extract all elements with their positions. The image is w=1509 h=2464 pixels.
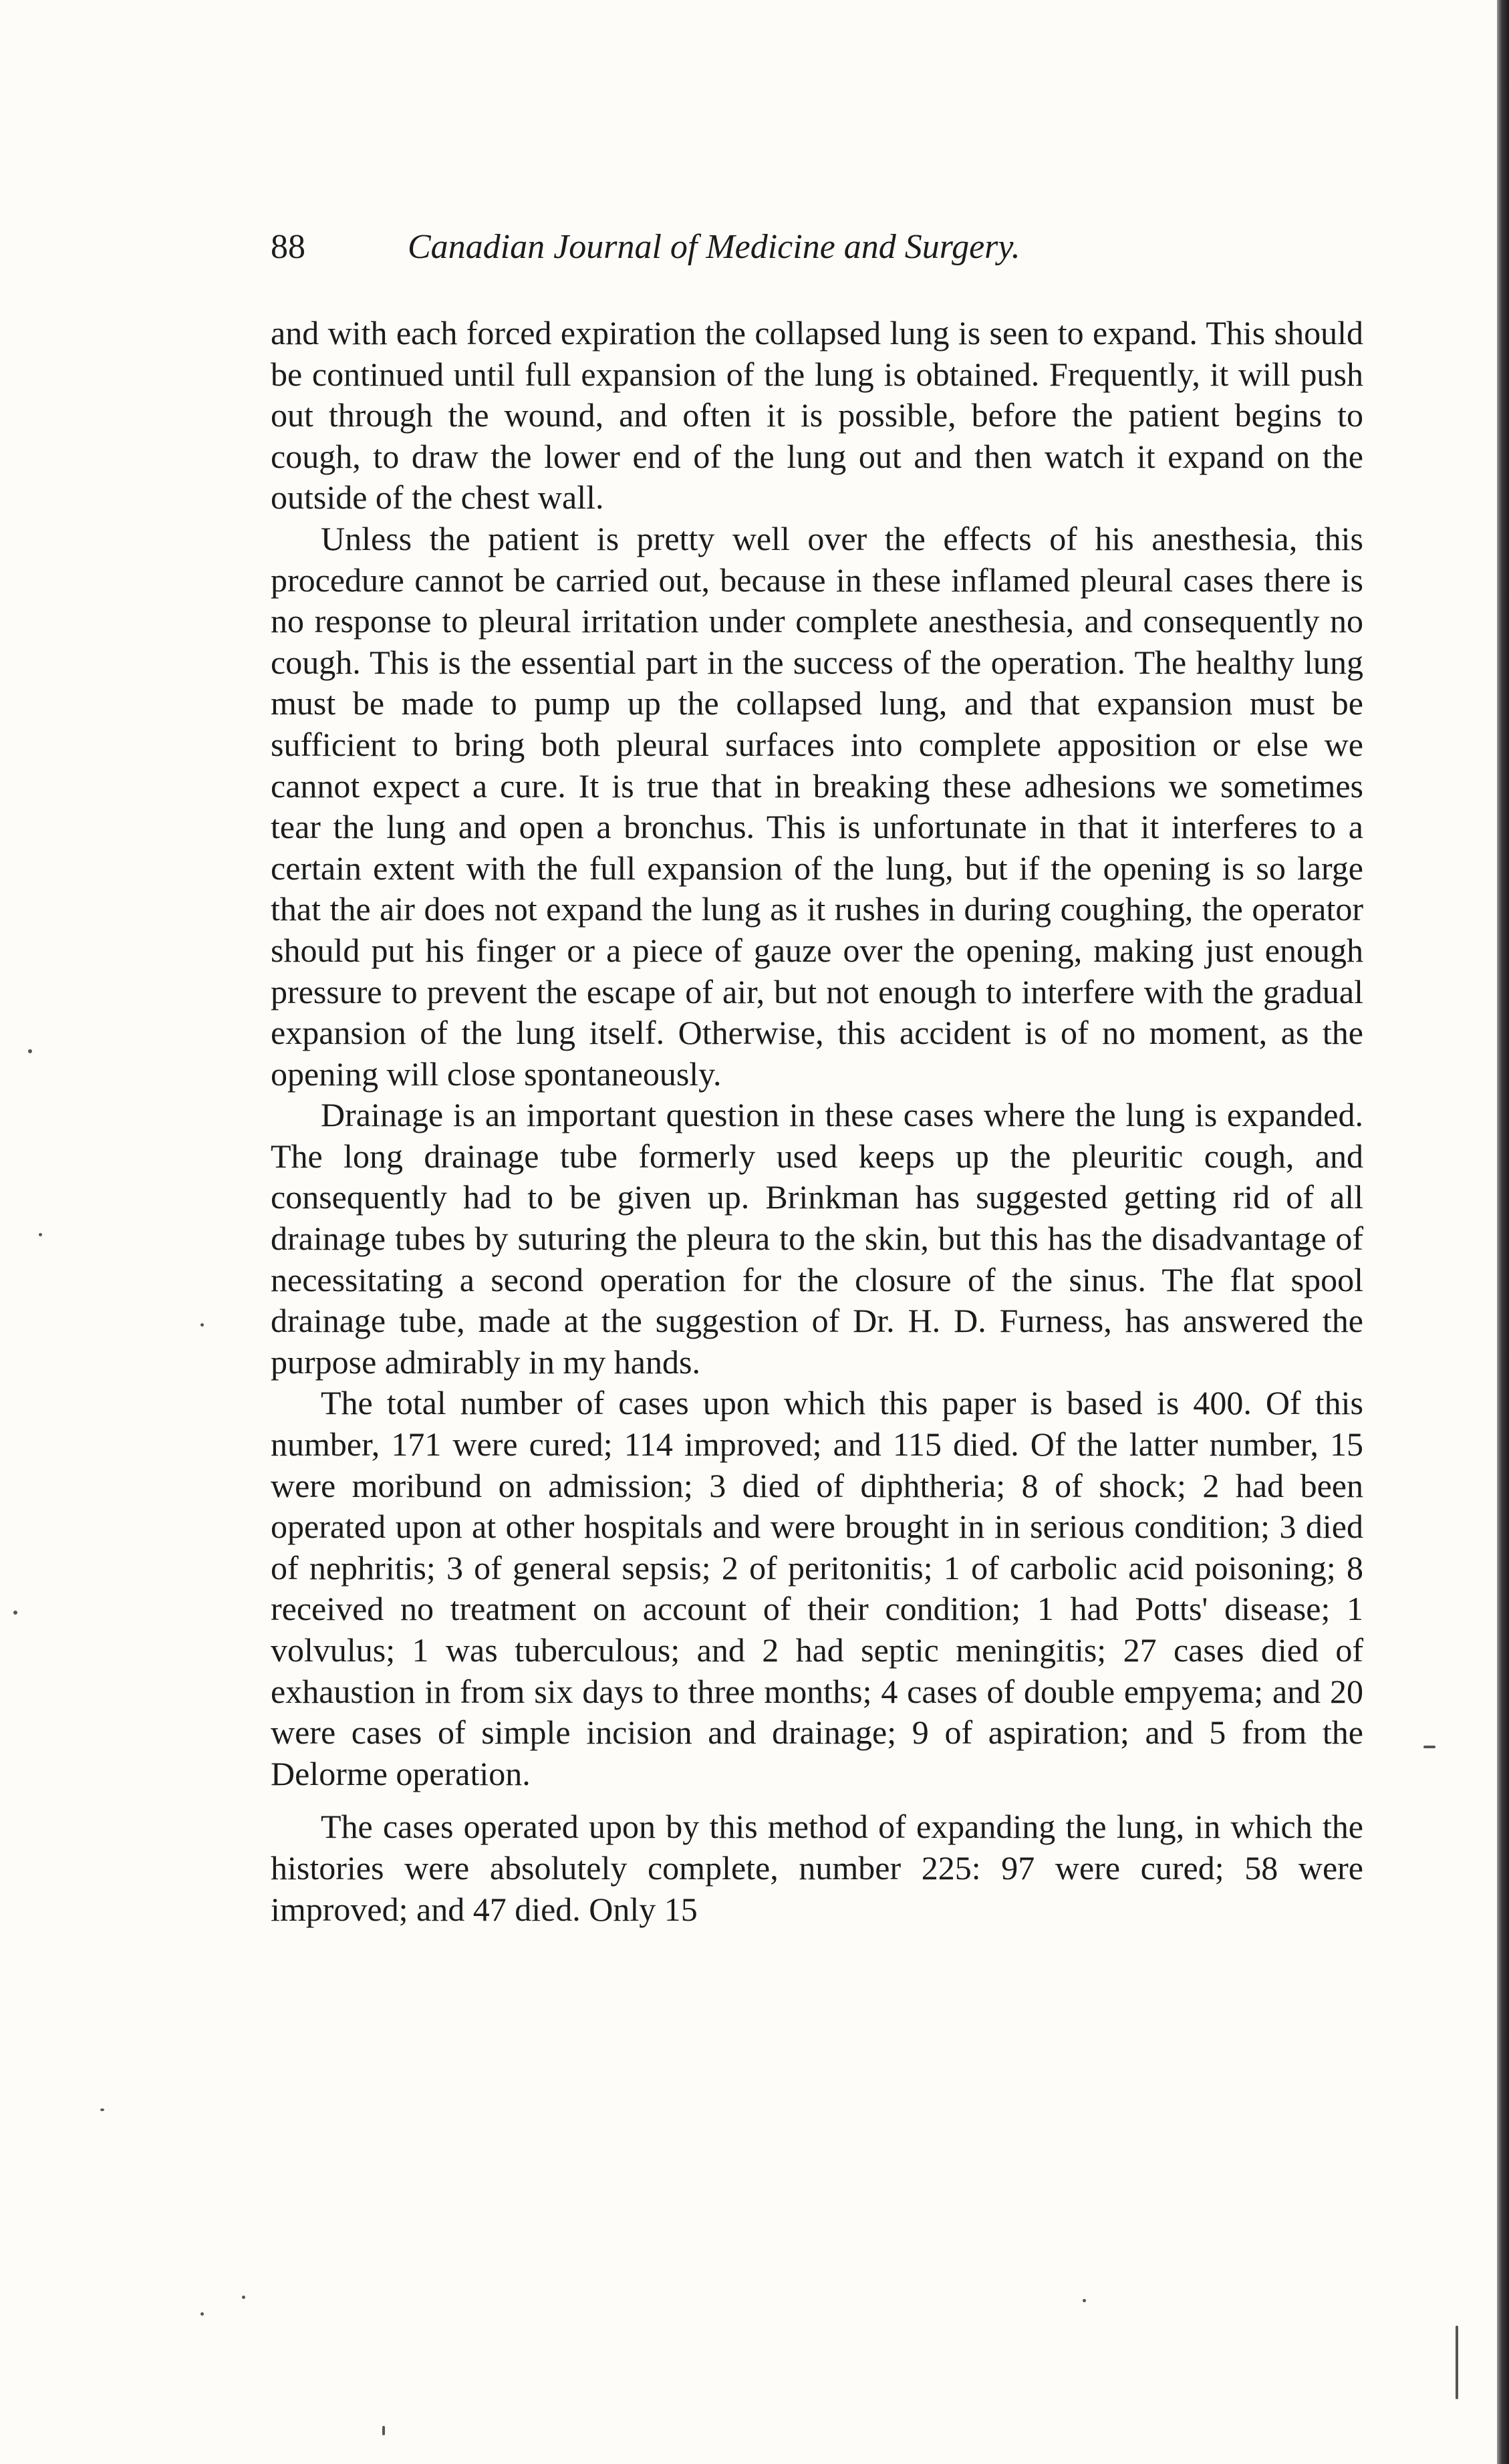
paragraph-anesthesia: Unless the patient is pretty well over the effects of his anesthesia, this procedure cannot be carried out, because in these inflamed pleural cases there is no response to pleural irritation under complete anesthesia, and consequently no cough. This is the essential part in the success of the operation. The healthy lung must be made to pump up the collapsed lung, and that expansion must be sufficient to bring both pleural surfaces into complete apposition or else we cannot expect a cure. It is true that in breaking these adhesions we sometimes tear the lung and open a bronchus. This is unfortunate in that it interferes to a certain extent with the full expansion of the lung, but if the opening is so large that the air does not expand the lung as it rushes in during coughing, the operator should put his finger or a piece of gauze over the opening, making just enough pressure to prevent the escape of air, but not enough to interfere with the gradual expansion of the lung itself. Otherwise, this accident is of no moment, as the opening will close spontaneously. [271, 519, 1363, 1093]
scan-speck [382, 2426, 385, 2435]
scan-speck [13, 1611, 17, 1615]
page-number: 88 [271, 228, 305, 266]
paragraph-drainage: Drainage is an important question in these cases where the lung is expanded. The long drainage tube formerly used keeps up the pleuritic cough, and consequently had to be given up. Brinkman has suggested getting rid of all drainage tubes by suturing the pleura to the skin, but this has the disadvantage of necessitating a second operation for the closure of the sinus. The flat spool drainage tube, made at the suggestion of Dr. H. D. Furness, has answered the purpose admirably in my hands. [271, 1096, 1363, 1381]
paragraph-case-statistics: The total number of cases upon which this paper is based is 400. Of this number, 171 were cured; 114 improved; and 115 died. Of the latter number, 15 were moribund on admission; 3 died of diphtheria; 8 of shock; 2 had been operated upon at other hospitals and were brought in in serious condition; 3 died of nephritis; 3 of general sepsis; 2 of peritonitis; 1 of carbolic acid poisoning; 8 received no treatment on account of their condition; 1 had Potts' disease; 1 volvulus; 1 was tuberculous; and 2 had septic meningitis; 27 cases died of exhaustion in from six days to three months; 4 cases of double empyema; and 20 were cases of simple incision and drainage; 9 of aspiration; and 5 from the Delorme operation. [271, 1384, 1363, 1792]
running-header [271, 227, 1367, 281]
scan-speck [242, 2296, 245, 2299]
scanned-page-edge [1497, 0, 1509, 2464]
running-title: Canadian Journal of Medicine and Surgery. [408, 228, 1020, 266]
paragraph-operated-cases: The cases operated upon by this method of expanding the lung, in which the histories were absolutely complete, number 225: 97 were cured; 58 were improved; and 47 died. Only 15 [271, 1808, 1363, 1928]
scan-speck [1423, 1746, 1435, 1748]
scan-speck [200, 1323, 204, 1327]
scan-speck [200, 2312, 204, 2316]
scan-speck [1456, 2326, 1458, 2399]
scan-speck [28, 1049, 32, 1053]
scan-speck [1083, 2299, 1086, 2302]
scan-speck [39, 1233, 42, 1236]
paragraph-lung-expansion: and with each forced expiration the collapsed lung is seen to expand. This should be continued until full expansion of the lung is obtained. Frequently, it will push out through the wound, and often it is possible, before the patient begins to cough, to draw the lower end of the lung out and then watch it expand on the outside of the chest wall. [271, 314, 1363, 517]
scan-speck [100, 2108, 104, 2111]
article-body [271, 313, 1363, 1930]
